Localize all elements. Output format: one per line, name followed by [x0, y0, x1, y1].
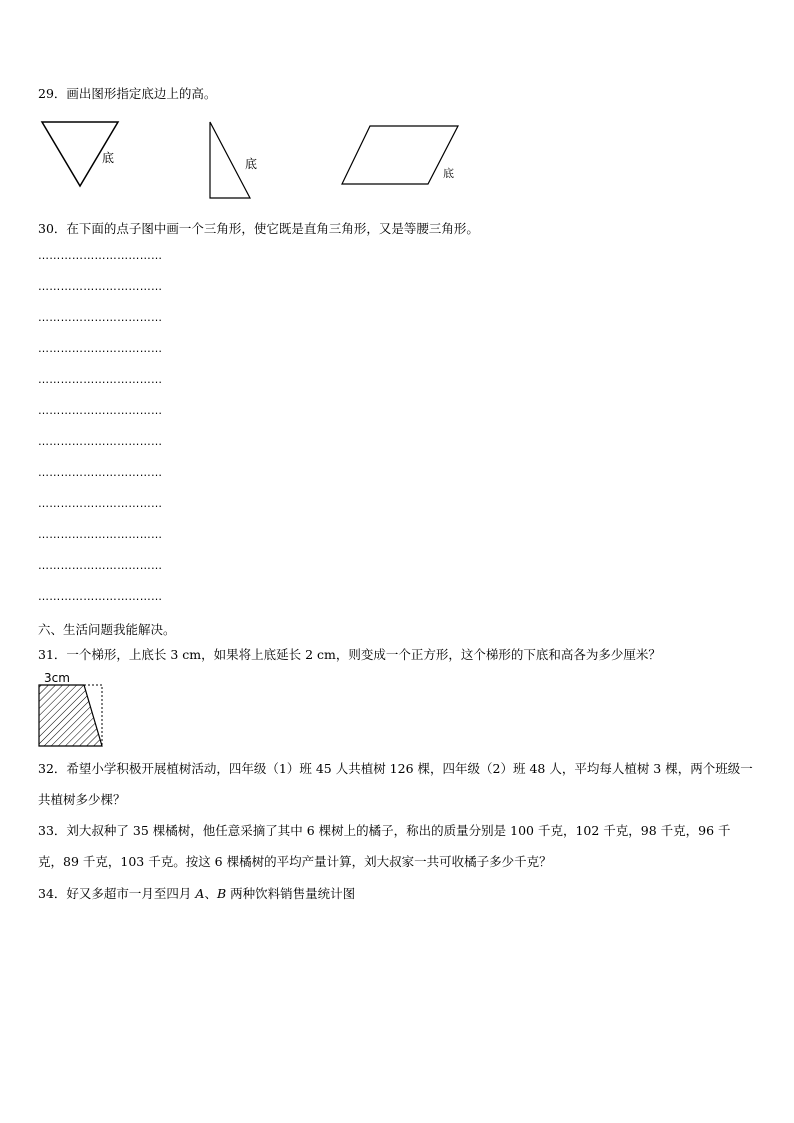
dot-row: …………………………… — [38, 373, 163, 386]
base-label-3: 底 — [443, 167, 454, 180]
q34-title — [38, 884, 355, 902]
q32-text: 32．希望小学积极开展植树活动，四年级（1）班 45 人共植树 126 棵，四年级（2）班 48 人，平均每人植树 3 棵，两个班级一共植树多少棵？ — [38, 761, 753, 807]
q31-text: 31．一个梯形，上底长 3 cm，如果将上底延长 2 cm，则变成一个正方形，这个梯形的下底和高各为多少厘米？ — [38, 647, 661, 662]
q34-separator: 、 — [204, 886, 217, 901]
dot-row: …………………………… — [38, 528, 163, 541]
dot-row: …………………………… — [38, 435, 163, 448]
q34-drink-a: A — [195, 886, 205, 901]
dot-row: …………………………… — [38, 249, 163, 262]
trapezoid-label: 3cm — [44, 671, 70, 685]
q34-prefix: 34．好又多超市一月至四月 — [38, 886, 192, 901]
dot-row: …………………………… — [38, 280, 163, 293]
dot-row: …………………………… — [38, 497, 163, 510]
dot-row: …………………………… — [38, 559, 163, 572]
base-label-2: 底 — [245, 157, 258, 171]
dot-row: …………………………… — [38, 311, 163, 324]
q30-text: 30．在下面的点子图中画一个三角形，使它既是直角三角形，又是等腰三角形。 — [38, 221, 479, 236]
dot-row: …………………………… — [38, 404, 163, 417]
dot-row: …………………………… — [38, 590, 163, 603]
figure-inverted-triangle — [40, 118, 130, 190]
q33-text: 33．刘大叔种了 35 棵橘树，他任意采摘了其中 6 棵树上的橘子，称出的质量分别是 100 千克，102 千克，98 千克，96 千克，89 千克，103 千克。按这 6 棵橘树的平均产量计算，刘大叔家一共可收橘子多少千克？ — [38, 823, 731, 869]
section-6-title: 六、生活问题我能解决。 — [38, 622, 176, 637]
dot-row: …………………………… — [38, 466, 163, 479]
q34-suffix: 两种饮料销售量统计图 — [230, 886, 356, 901]
q29-text: 29．画出图形指定底边上的高。 — [38, 86, 217, 101]
q34-drink-b: B — [216, 886, 227, 901]
trapezoid-figure — [36, 683, 108, 751]
base-label-1: 底 — [102, 151, 115, 165]
dot-row: …………………………… — [38, 342, 163, 355]
